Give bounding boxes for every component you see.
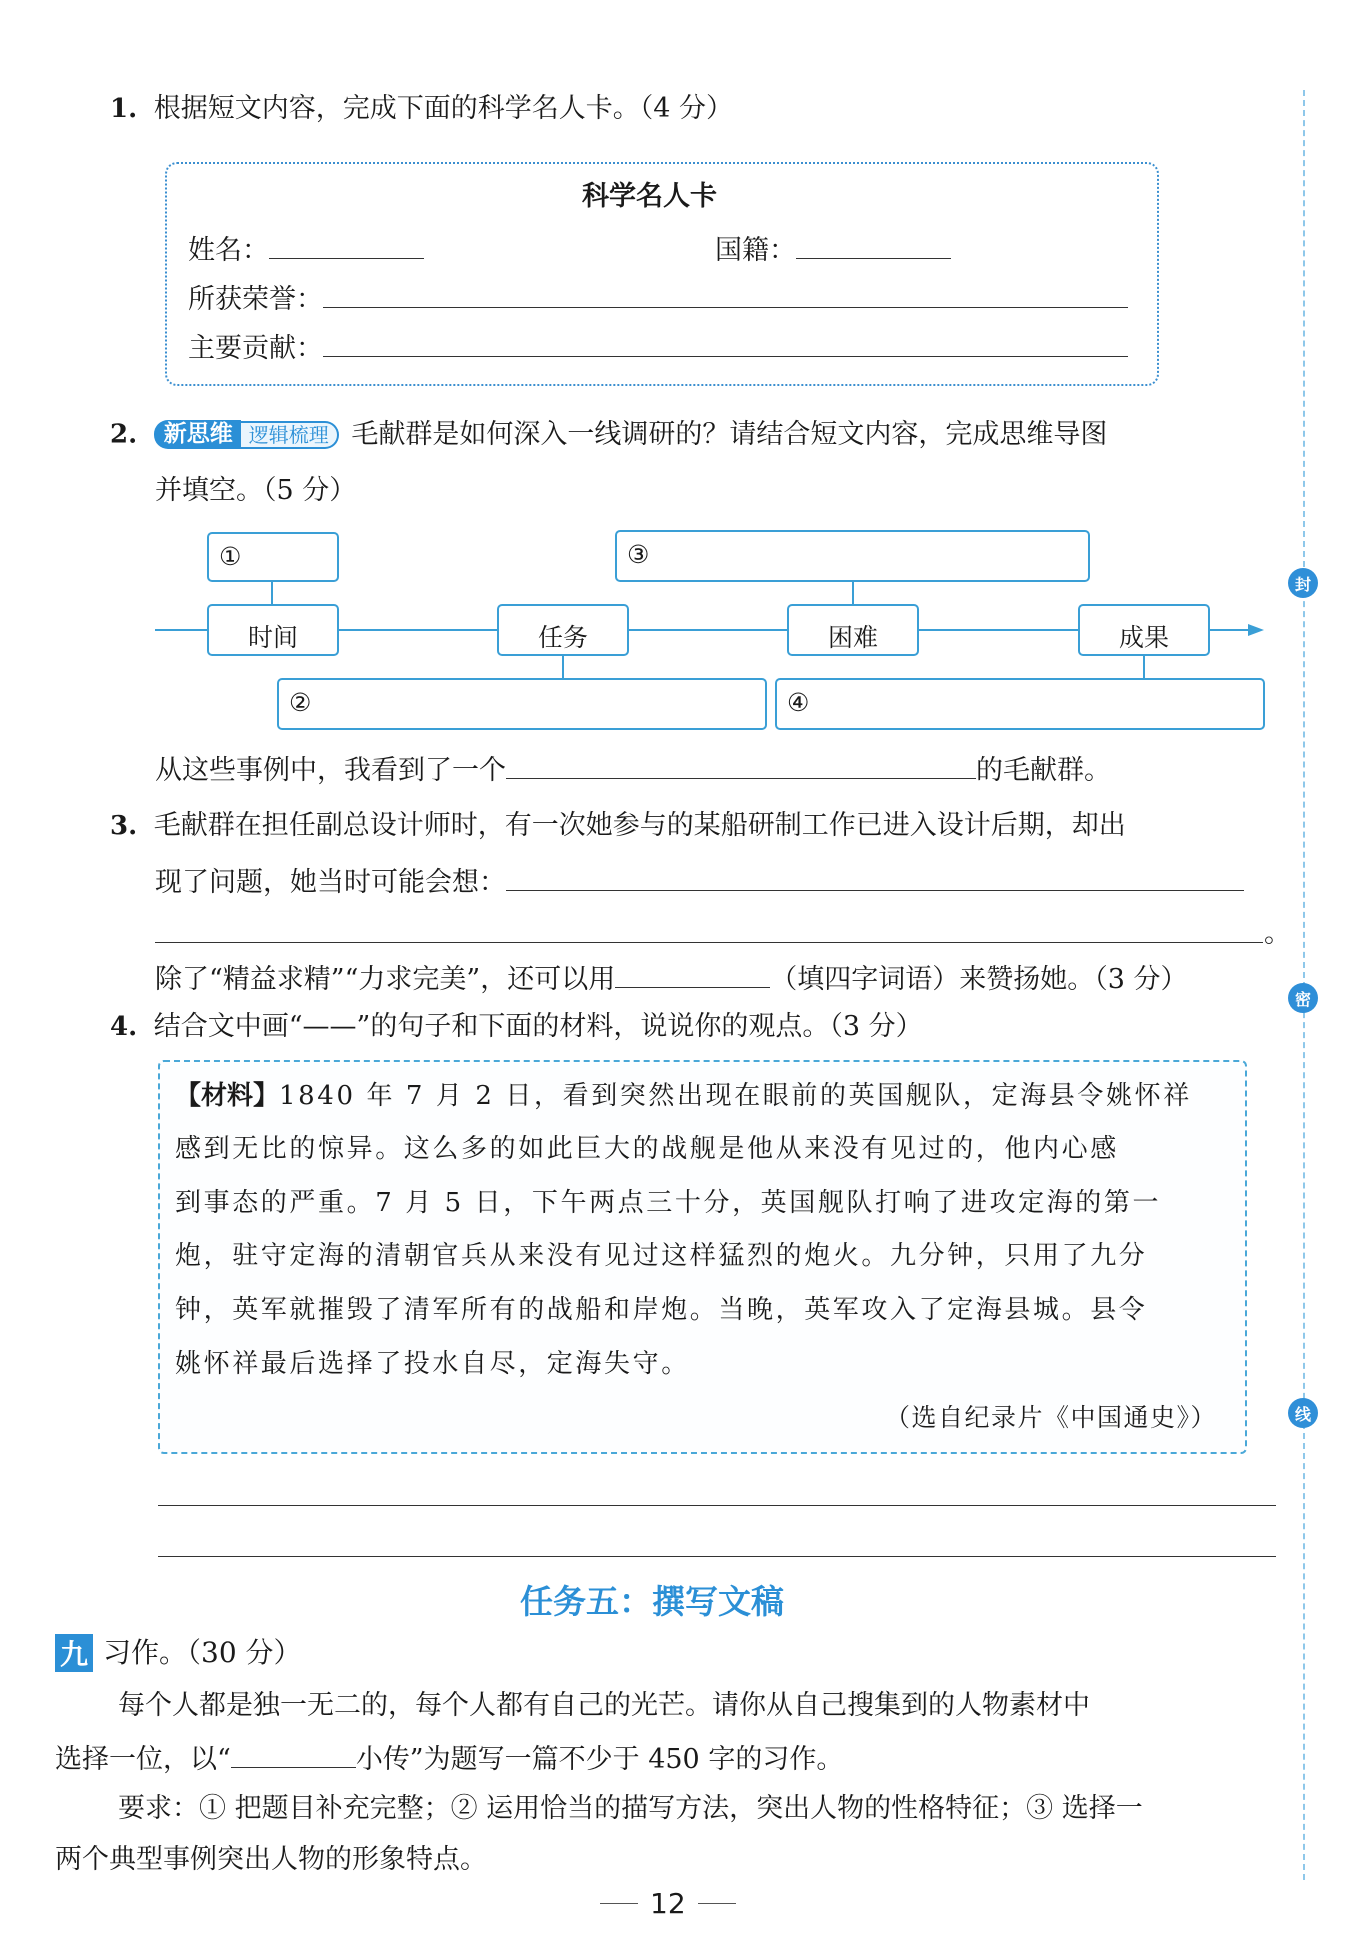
question-number: 1. bbox=[110, 94, 138, 124]
question-text: 根据短文内容，完成下面的科学名人卡。（4 分） bbox=[153, 93, 734, 124]
mind-map-node-time: 时间 bbox=[207, 604, 339, 656]
card-title: 科学名人卡 bbox=[582, 181, 717, 212]
section-number-badge: 九 bbox=[55, 1634, 93, 1672]
q3-period: 。 bbox=[1264, 918, 1291, 949]
material-line: 钟，英军就摧毁了清军所有的战船和岸炮。当晚，英军攻入了定海县城。县令 bbox=[175, 1295, 1148, 1325]
binding-seal-dot: 封 bbox=[1288, 568, 1318, 598]
question-3 bbox=[110, 812, 1126, 839]
question-2-cont: 并填空。（5 分） bbox=[155, 475, 357, 506]
contribution-label: 主要贡献： bbox=[188, 333, 323, 364]
mind-map-blank-1[interactable]: ① bbox=[207, 532, 339, 582]
page-number: 12 bbox=[600, 1887, 736, 1920]
mind-map-blank-2[interactable]: ② bbox=[277, 678, 767, 730]
mind-map-blank-3[interactable]: ③ bbox=[615, 530, 1090, 582]
q9-para2-line1: 要求：① 把题目补充完整；② 运用恰当的描写方法，突出人物的性格特征；③ 选择一 bbox=[118, 1793, 1143, 1824]
mind-map-node-task: 任务 bbox=[497, 604, 629, 656]
material-line: 到事态的严重。7 月 5 日，下午两点三十分，英国舰队打响了进攻定海的第一 bbox=[175, 1188, 1162, 1218]
section-title: 任务五：撰写文稿 bbox=[520, 1582, 784, 1621]
q9-title-blank[interactable] bbox=[231, 1743, 356, 1768]
mind-map-blank-4[interactable]: ④ bbox=[775, 678, 1265, 730]
binding-seal-dot: 密 bbox=[1288, 983, 1318, 1013]
question-text: 毛献群是如何深入一线调研的？请结合短文内容，完成思维导图 bbox=[351, 419, 1108, 450]
q3-answer-blank-2[interactable] bbox=[155, 942, 1263, 943]
mind-map-node-difficulty: 困难 bbox=[787, 604, 919, 656]
q9-header bbox=[55, 1634, 302, 1672]
material-label: 【材料】 bbox=[175, 1081, 280, 1111]
material-source: （选自纪录片《中国通史》） bbox=[885, 1403, 1218, 1432]
question-text: 毛献群在担任副总设计师时，有一次她参与的某船研制工作已进入设计后期，却出 bbox=[153, 810, 1126, 841]
binding-seal-dot: 线 bbox=[1288, 1398, 1318, 1428]
question-number: 3. bbox=[110, 811, 138, 841]
q2-fill-blank[interactable] bbox=[506, 754, 976, 779]
nationality-label: 国籍： bbox=[715, 235, 796, 266]
q3-line3: 除了“精益求精”“力求完美”，还可以用 （填四字词语）来赞扬她。（3 分） bbox=[155, 964, 1188, 995]
q9-para1-line1: 每个人都是独一无二的，每个人都有自己的光芒。请你从自己搜集到的人物素材中 bbox=[118, 1690, 1090, 1721]
q4-answer-line-1[interactable] bbox=[158, 1505, 1276, 1506]
question-text: 结合文中画“——”的句子和下面的材料，说说你的观点。（3 分） bbox=[153, 1011, 923, 1042]
badge-sub: 逻辑梳理 bbox=[241, 421, 339, 449]
q9-para2-line2: 两个典型事例突出人物的形象特点。 bbox=[55, 1844, 487, 1875]
badge-main: 新思维 bbox=[154, 420, 241, 449]
material-line: 炮，驻守定海的清朝官兵从来没有见过这样猛烈的炮火。九分钟，只用了九分 bbox=[175, 1241, 1148, 1271]
question-4 bbox=[110, 1013, 923, 1040]
q9-title: 习作。（30 分） bbox=[103, 1636, 302, 1669]
material-line: 【材料】1840 年 7 月 2 日，看到突然出现在眼前的英国舰队，定海县令姚怀祥 bbox=[175, 1081, 1192, 1111]
name-label: 姓名： bbox=[188, 235, 269, 266]
q3-idiom-blank[interactable] bbox=[615, 963, 770, 988]
q4-answer-line-2[interactable] bbox=[158, 1556, 1276, 1557]
q3-answer-blank-1[interactable] bbox=[506, 866, 1244, 891]
q3-line2: 现了问题，她当时可能会想： bbox=[155, 866, 1244, 896]
honors-label: 所获荣誉： bbox=[188, 284, 323, 315]
q2-fill-sentence: 从这些事例中，我看到了一个 的毛献群。 bbox=[155, 755, 1111, 786]
mind-map-node-result: 成果 bbox=[1078, 604, 1210, 656]
material-line: 感到无比的惊异。这么多的如此巨大的战舰是他从来没有见过的，他内心感 bbox=[175, 1134, 1119, 1164]
question-number: 2. bbox=[110, 419, 138, 450]
q9-para1-line2: 选择一位，以“ 小传”为题写一篇不少于 450 字的习作。 bbox=[55, 1744, 844, 1775]
material-line: 姚怀祥最后选择了投水自尽，定海失守。 bbox=[175, 1349, 690, 1379]
question-number: 4. bbox=[110, 1012, 138, 1042]
